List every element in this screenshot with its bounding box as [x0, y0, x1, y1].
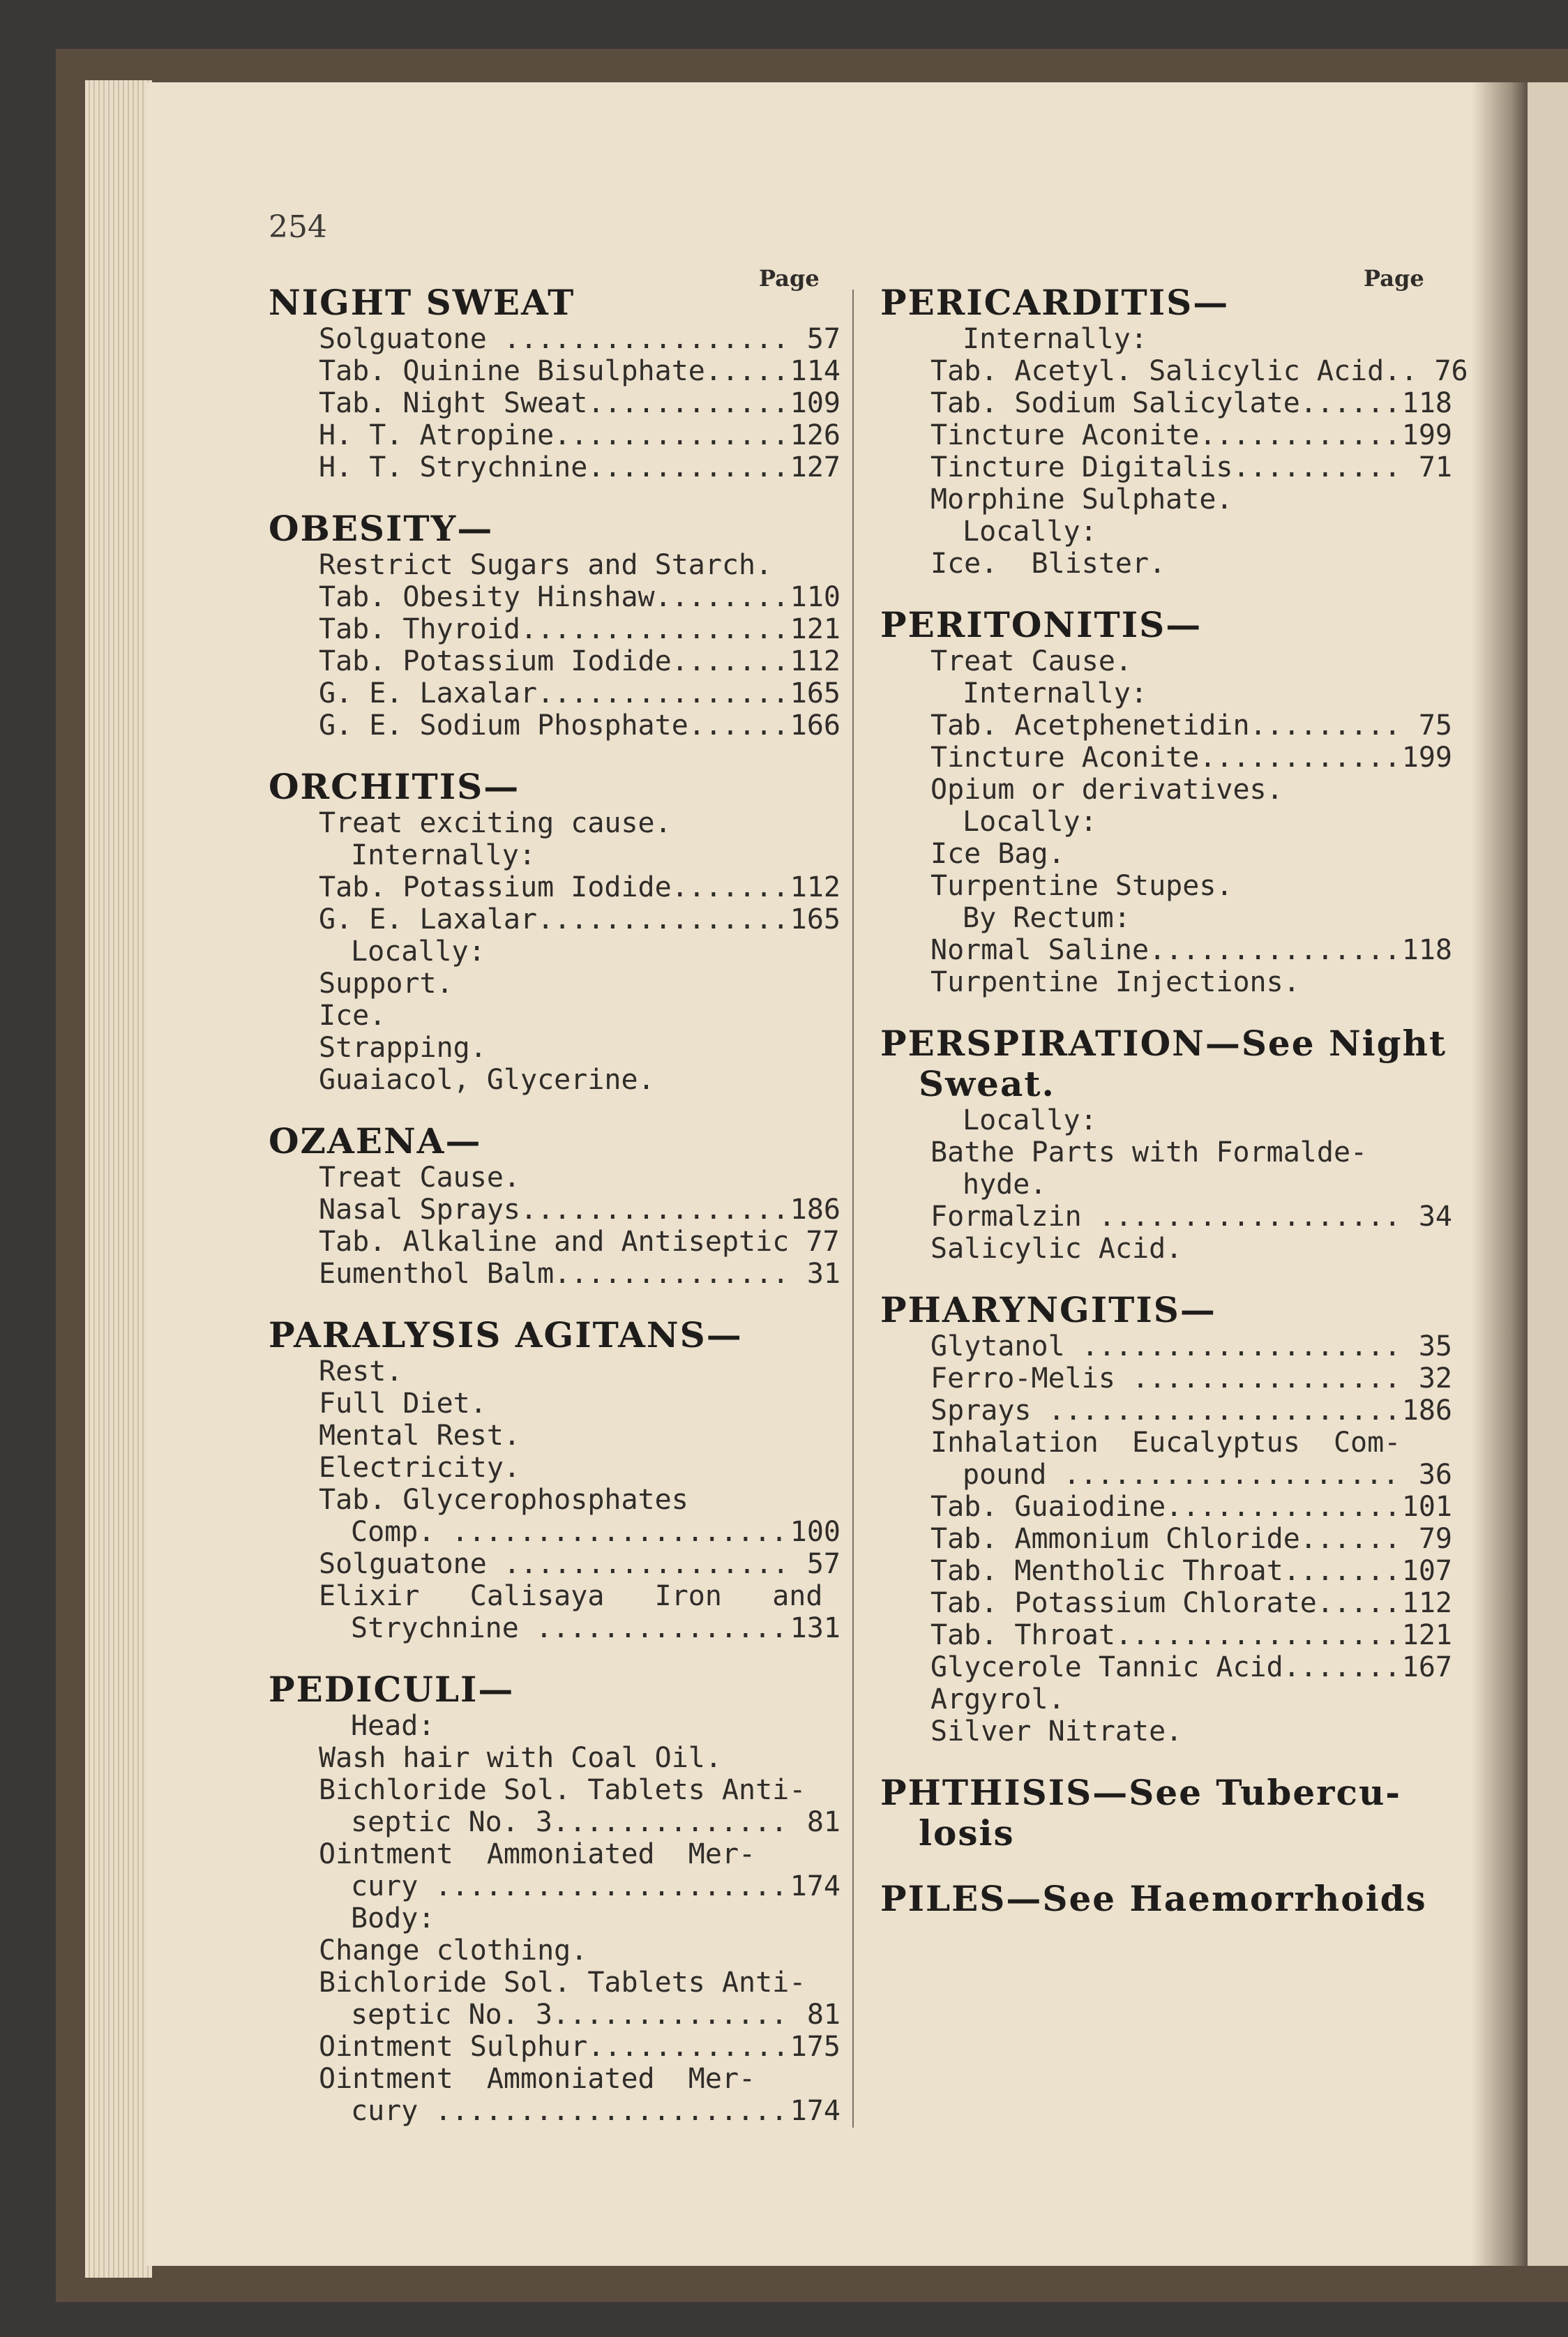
index-entry: [269, 903, 840, 935]
dot-leader: [552, 1999, 790, 2031]
dot-leader: [1149, 934, 1402, 966]
index-entry: [269, 2095, 840, 2127]
dot-leader: [1199, 419, 1401, 451]
entry-page-number: 112: [790, 871, 840, 903]
index-entry: Internally:: [963, 677, 1147, 709]
entry-page-number: 57: [790, 1548, 840, 1580]
entry-text: septic No. 3: [351, 1806, 552, 1838]
entry-page-number: 57: [790, 323, 840, 355]
dot-leader: [435, 2095, 790, 2127]
entry-text: Tab. Thyroid: [319, 613, 520, 645]
entry-page-number: 127: [790, 451, 840, 483]
index-entry: [269, 1999, 840, 2031]
index-entry: [880, 1491, 1452, 1523]
column-divider: [852, 290, 854, 2128]
index-entry: Ice Bag.: [930, 838, 1065, 870]
dot-leader: [587, 387, 790, 419]
index-entry: Ice. Blister.: [930, 548, 1166, 580]
index-entry: [269, 709, 840, 742]
entry-page-number: 100: [790, 1516, 840, 1548]
entry-text: Tab. Ammonium Chloride...: [930, 1523, 1351, 1555]
left-column: [269, 283, 840, 2152]
entry-text: G. E. Laxalar: [319, 903, 538, 935]
dot-leader: [537, 677, 790, 709]
dot-leader: [672, 645, 790, 677]
entry-page-number: 186: [1401, 1395, 1452, 1427]
index-section: [269, 1121, 840, 1290]
section-heading: OBESITY—: [269, 508, 494, 549]
index-entry: Bichloride Sol. Tablets Anti-: [319, 1967, 806, 1999]
index-entry: [880, 1619, 1452, 1651]
index-entry: [880, 1395, 1452, 1427]
index-entry: Morphine Sulphate.: [930, 483, 1233, 516]
dot-leader: [520, 1194, 790, 1226]
entry-page-number: 81: [790, 1806, 840, 1838]
entry-page-number: 199: [1401, 742, 1452, 774]
entry-text: H. T. Atropine: [319, 419, 555, 451]
index-entry: [880, 1459, 1452, 1491]
section-heading: PILES—See Haemorrhoids: [880, 1878, 1427, 1919]
entry-text: G. E. Laxalar: [319, 677, 538, 709]
entry-page-number: 166: [790, 709, 840, 742]
index-entry: [880, 419, 1452, 451]
index-entry: Full Diet.: [319, 1388, 487, 1420]
index-entry: Treat Cause.: [319, 1162, 520, 1194]
index-section: [269, 509, 840, 742]
index-entry: Strapping.: [319, 1032, 487, 1064]
entry-page-number: 35: [1401, 1330, 1452, 1362]
entry-text: Comp.: [351, 1516, 452, 1548]
entry-page-number: 114: [790, 355, 840, 387]
index-entry: Salicylic Acid.: [930, 1233, 1183, 1265]
entry-text: Tab. Potassium Iodide: [319, 645, 672, 677]
index-entry: Locally:: [963, 806, 1097, 838]
index-entry: [269, 323, 840, 355]
index-entry: [269, 419, 840, 451]
index-entry: [269, 581, 840, 613]
entry-page-number: 175: [790, 2031, 840, 2063]
dot-leader: [554, 1258, 790, 1290]
dot-leader: [1099, 1201, 1402, 1233]
dot-leader: [655, 581, 790, 613]
section-heading: PERSPIRATION—See Night: [880, 1023, 1447, 1064]
entry-text: Tab. Obesity Hinshaw: [319, 581, 655, 613]
section-heading: PERICARDITIS—: [880, 282, 1230, 323]
dot-leader: [587, 451, 790, 483]
index-entry: [269, 1870, 840, 1902]
dot-leader: [1350, 1523, 1402, 1555]
entry-text: septic No. 3: [351, 1999, 552, 2031]
index-entry: Argyrol.: [930, 1683, 1065, 1715]
entry-page-number: 174: [790, 2095, 840, 2127]
entry-text: Tab. Sodium Salicylate: [930, 387, 1300, 419]
page-column-header-left: Page: [759, 265, 820, 292]
index-entry: Internally:: [351, 839, 536, 871]
dot-leader: [705, 355, 790, 387]
dot-leader: [587, 2031, 790, 2063]
index-entry: [880, 1523, 1452, 1555]
right-column: [880, 282, 1468, 1944]
entry-page-number: 112: [1401, 1587, 1452, 1619]
index-entry: [269, 1548, 840, 1580]
index-entry: [880, 1201, 1452, 1233]
index-entry: Locally:: [351, 935, 485, 968]
entry-text: Tab. Potassium Iodide: [319, 871, 672, 903]
entry-page-number: 126: [790, 419, 840, 451]
index-section: [880, 282, 1468, 580]
entry-text: H. T. Strychnine: [319, 451, 588, 483]
entry-page-number: 165: [790, 903, 840, 935]
index-section: [880, 1879, 1452, 1919]
index-entry: Turpentine Injections.: [930, 966, 1300, 998]
dot-leader: [1250, 709, 1402, 742]
entry-text: cury: [351, 1870, 435, 1902]
entry-text: Normal Saline: [930, 934, 1149, 966]
entry-text: cury: [351, 2095, 435, 2127]
index-entry: Opium or derivatives.: [930, 774, 1283, 806]
index-entry: Support.: [319, 968, 453, 1000]
entry-page-number: 118: [1401, 387, 1452, 419]
index-entry: Ointment Ammoniated Mer-: [319, 1838, 756, 1870]
index-entry: By Rectum:: [963, 902, 1131, 934]
section-heading: PHARYNGITIS—: [880, 1289, 1216, 1330]
entry-page-number: 118: [1401, 934, 1452, 966]
dot-leader: [1064, 1459, 1402, 1491]
index-entry: Mental Rest.: [319, 1420, 520, 1452]
dot-leader: [1283, 1651, 1402, 1683]
index-entry: Guaiacol, Glycerine.: [319, 1064, 655, 1096]
entry-text: Tab. Mentholic Throat: [930, 1555, 1283, 1587]
dot-leader: [1082, 1330, 1402, 1362]
index-entry: [269, 1806, 840, 1838]
index-entry: Restrict Sugars and Starch.: [319, 549, 773, 581]
entry-page-number: 199: [1401, 419, 1452, 451]
dot-leader: [452, 1516, 790, 1548]
index-entry: [880, 1651, 1452, 1683]
index-section: [880, 1773, 1452, 1854]
index-entry: Ointment Ammoniated Mer-: [319, 2063, 756, 2095]
index-entry: Change clothing.: [319, 1934, 588, 1967]
entry-text: Solguatone: [319, 1548, 504, 1580]
entry-text: Tab. Acetphenetidin: [930, 709, 1250, 742]
entry-text: Eumenthol Balm: [319, 1258, 555, 1290]
index-entry: Locally:: [963, 1104, 1097, 1136]
dot-leader: [1232, 451, 1401, 483]
entry-page-number: 107: [1401, 1555, 1452, 1587]
section-heading: ORCHITIS—: [269, 766, 520, 807]
entry-text: Tincture Digitalis: [930, 451, 1233, 483]
entry-page-number: 165: [790, 677, 840, 709]
index-section: [269, 1669, 840, 2127]
entry-text: Tab. Guaiodine: [930, 1491, 1166, 1523]
entry-text: Nasal Sprays: [319, 1194, 520, 1226]
section-heading: PEDICULI—: [269, 1669, 515, 1710]
index-entry: Treat exciting cause.: [319, 807, 672, 839]
entry-text: Ointment Sulphur: [319, 2031, 588, 2063]
index-entry: [269, 677, 840, 709]
index-section: [269, 283, 840, 483]
dot-leader: [1283, 1555, 1402, 1587]
entry-page-number: 71: [1401, 451, 1452, 483]
index-entry: [880, 1330, 1452, 1362]
entry-page-number: 101: [1401, 1491, 1452, 1523]
index-entry: Locally:: [963, 516, 1097, 548]
section-heading: PARALYSIS AGITANS—: [269, 1314, 743, 1355]
dot-leader: [435, 1870, 790, 1902]
dot-leader: [1317, 1587, 1402, 1619]
section-heading-continued: Sweat.: [919, 1063, 1055, 1104]
entry-page-number: 109: [790, 387, 840, 419]
entry-page-number: 76: [1417, 355, 1468, 387]
entry-text: Glytanol: [930, 1330, 1082, 1362]
entry-text: Tab. Night Sweat: [319, 387, 588, 419]
entry-page-number: 131: [790, 1612, 840, 1644]
index-section: [269, 767, 840, 1096]
entry-page-number: 121: [1401, 1619, 1452, 1651]
entry-page-number: 34: [1401, 1201, 1452, 1233]
entry-page-number: 75: [1401, 709, 1452, 742]
index-entry: Wash hair with Coal Oil.: [319, 1742, 722, 1774]
section-heading: PERITONITIS—: [880, 604, 1203, 645]
index-entry: Ice.: [319, 1000, 386, 1032]
index-entry: [269, 1194, 840, 1226]
index-entry: [269, 613, 840, 645]
entry-page-number: 174: [790, 1870, 840, 1902]
index-entry: [880, 742, 1452, 774]
index-entry: [880, 709, 1452, 742]
index-entry: [269, 387, 840, 419]
index-entry: Elixir Calisaya Iron and: [319, 1580, 823, 1612]
section-heading: NIGHT SWEAT: [269, 282, 575, 323]
index-entry: [269, 871, 840, 903]
entry-text: Solguatone: [319, 323, 504, 355]
dot-leader: [1132, 1362, 1402, 1395]
index-entry: [269, 355, 840, 387]
index-entry: [880, 387, 1452, 419]
page-edges: [85, 80, 152, 2278]
entry-page-number: 110: [790, 581, 840, 613]
index-entry: [880, 1362, 1452, 1395]
entry-page-number: 112: [790, 645, 840, 677]
index-entry: [269, 2031, 840, 2063]
dot-leader: [520, 613, 790, 645]
entry-text: pound: [963, 1459, 1064, 1491]
dot-leader: [1048, 1395, 1402, 1427]
entry-text: Sprays: [930, 1395, 1048, 1427]
entry-text: Tincture Aconite: [930, 742, 1200, 774]
entry-text: Tab. Potassium Chlorate: [930, 1587, 1317, 1619]
entry-text: Tincture Aconite: [930, 419, 1200, 451]
index-entry: hyde.: [963, 1168, 1047, 1201]
entry-page-number: 32: [1401, 1362, 1452, 1395]
index-section: [880, 605, 1452, 998]
dot-leader: [504, 1548, 790, 1580]
entry-page-number: 79: [1401, 1523, 1452, 1555]
dot-leader: [536, 1612, 790, 1644]
index-entry: [269, 1612, 840, 1644]
index-entry: Tab. Alkaline and Antiseptic 77: [319, 1226, 840, 1258]
dot-leader: [688, 709, 790, 742]
entry-page-number: 81: [790, 1999, 840, 2031]
entry-text: Strychnine: [351, 1612, 536, 1644]
index-entry: [269, 1516, 840, 1548]
dot-leader: [537, 903, 790, 935]
entry-text: Tab. Quinine Bisulphate: [319, 355, 705, 387]
dot-leader: [554, 419, 790, 451]
entry-text: Glycerole Tannic Acid: [930, 1651, 1283, 1683]
index-entry: [269, 451, 840, 483]
entry-page-number: 186: [790, 1194, 840, 1226]
entry-text: Formalzin: [930, 1201, 1099, 1233]
page-gutter: [1472, 82, 1528, 2266]
dot-leader: [1199, 742, 1401, 774]
index-entry: Treat Cause.: [930, 645, 1132, 677]
index-entry: Electricity.: [319, 1452, 520, 1484]
index-entry: Head:: [351, 1710, 435, 1742]
section-heading: PHTHISIS—See Tubercu-: [880, 1772, 1402, 1813]
index-entry: Silver Nitrate.: [930, 1715, 1183, 1748]
page-number: 254: [269, 209, 327, 245]
entry-page-number: 121: [790, 613, 840, 645]
dot-leader: [552, 1806, 790, 1838]
index-entry: [880, 451, 1452, 483]
index-entry: [880, 1587, 1452, 1619]
index-entry: Bichloride Sol. Tablets Anti-: [319, 1774, 806, 1806]
entry-text: G. E. Sodium Phosphate: [319, 709, 688, 742]
entry-text: Tab. Throat: [930, 1619, 1115, 1651]
index-entry: Tab. Glycerophosphates: [319, 1484, 688, 1516]
section-heading-continued: losis: [919, 1812, 1015, 1854]
index-entry: [880, 934, 1452, 966]
index-entry: Bathe Parts with Formalde-: [930, 1136, 1368, 1168]
index-entry: [269, 1258, 840, 1290]
entry-page-number: 36: [1401, 1459, 1452, 1491]
entry-page-number: 31: [790, 1258, 840, 1290]
dot-leader: [1115, 1619, 1402, 1651]
entry-page-number: 167: [1401, 1651, 1452, 1683]
dot-leader: [1166, 1491, 1402, 1523]
entry-text: Ferro-Melis: [930, 1362, 1132, 1395]
index-section: [880, 1290, 1452, 1748]
index-section: [880, 1023, 1452, 1265]
facing-page-edge: [1528, 82, 1568, 2266]
index-entry: Turpentine Stupes.: [930, 870, 1233, 902]
page-column-header-right: Page: [1364, 265, 1424, 292]
index-section: [269, 1315, 840, 1644]
index-entry: Inhalation Eucalyptus Com-: [930, 1427, 1401, 1459]
index-entry: Rest.: [319, 1355, 403, 1388]
dot-leader: [1300, 387, 1402, 419]
dot-leader: [504, 323, 790, 355]
index-entry: [880, 1555, 1452, 1587]
index-entry: Body:: [351, 1902, 435, 1934]
index-entry: [880, 355, 1468, 387]
index-entry: Internally:: [963, 323, 1147, 355]
entry-text: Tab. Acetyl. Salicylic Acid..: [930, 355, 1418, 387]
section-heading: OZAENA—: [269, 1120, 482, 1162]
index-entry: [269, 645, 840, 677]
dot-leader: [672, 871, 790, 903]
